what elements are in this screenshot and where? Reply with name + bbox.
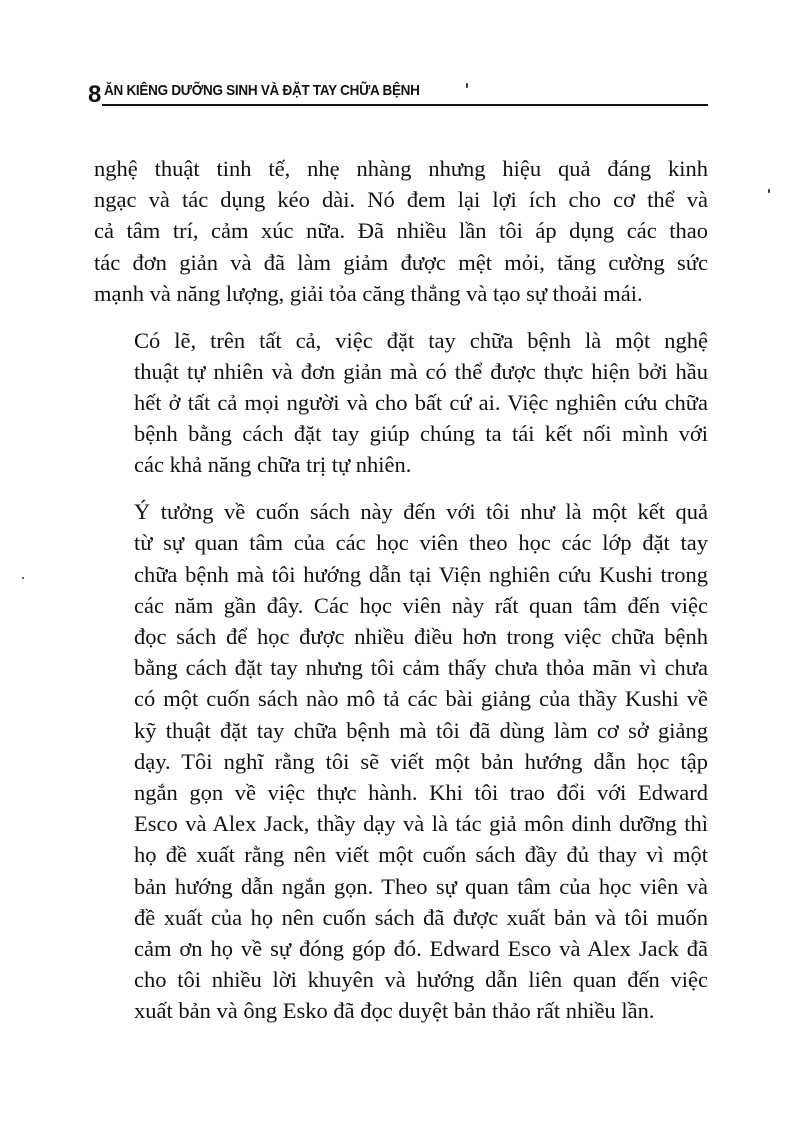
text-line: các năm gần đây. Các học viên này rất quan tâm đến việc [134, 592, 708, 618]
running-title: ĂN KIÊNG DƯỠNG SINH VÀ ĐẶT TAY CHỮA BỆNH [104, 82, 420, 99]
text-line: Ý tưởng về cuốn sách này đến với tôi như là một kết quả [134, 499, 708, 525]
text-line: tác đơn giản và đã làm giảm được mệt mỏi, tăng cường sức [94, 249, 708, 275]
text-line: ngạc và tác dụng kéo dài. Nó đem lại lợi ích cho cơ thể và [94, 187, 708, 213]
text-line: cho tôi nhiều lời khuyên và hướng dẫn liên quan đến việc [134, 967, 708, 993]
scan-speck [22, 577, 24, 579]
text-line: bệnh bằng cách đặt tay giúp chúng ta tái kết nối mình với [134, 421, 708, 447]
text-line: hết ở tất cả mọi người và cho bất cứ ai. Việc nghiên cứu chữa [134, 390, 708, 416]
paragraph-1 [94, 153, 708, 309]
page-header [88, 78, 708, 110]
text-line: Esco và Alex Jack, thầy dạy và là tác giả môn dinh dưỡng thì [134, 811, 708, 837]
paragraph-2 [94, 325, 708, 481]
text-line: đề xuất của họ nên cuốn sách đã được xuất bản và tôi muốn [134, 904, 708, 930]
header-rule [102, 104, 708, 106]
paragraph-3 [94, 496, 708, 1026]
text-line: ngắn gọn về việc thực hành. Khi tôi trao đổi với Edward [134, 780, 708, 806]
text-line: chữa bệnh mà tôi hướng dẫn tại Viện nghiên cứu Kushi trong [134, 561, 708, 587]
text-line: cả tâm trí, cảm xúc nữa. Đã nhiều lần tôi áp dụng các thao [94, 218, 708, 244]
text-line: nghệ thuật tinh tế, nhẹ nhàng nhưng hiệu quả đáng kinh [94, 156, 708, 181]
text-line: kỹ thuật đặt tay chữa bệnh mà tôi đã dùng làm cơ sở giảng [134, 717, 708, 743]
text-line: thuật tự nhiên và đơn giản mà có thể được thực hiện bởi hầu [134, 358, 708, 384]
text-line: từ sự quan tâm của các học viên theo học các lớp đặt tay [134, 530, 708, 556]
text-line: có một cuốn sách nào mô tả các bài giảng của thầy Kushi về [134, 686, 708, 712]
text-line: xuất bản và ông Esko đã đọc duyệt bản thảo rất nhiều lần. [134, 998, 655, 1024]
text-line: đọc sách để học được nhiều điều hơn trong việc chữa bệnh [134, 624, 708, 650]
text-line: họ đề xuất rằng nên viết một cuốn sách đầy đủ thay vì một [134, 842, 708, 868]
scan-speck [768, 189, 770, 193]
page-number: 8 [88, 81, 102, 108]
text-line: bằng cách đặt tay nhưng tôi cảm thấy chưa thỏa mãn vì chưa [134, 655, 708, 681]
text-line: dạy. Tôi nghĩ rằng tôi sẽ viết một bản hướng dẫn học tập [134, 748, 708, 774]
scan-speck [466, 83, 468, 88]
text-line: bản hướng dẫn ngắn gọn. Theo sự quan tâm của học viên và [134, 873, 708, 899]
text-line: cảm ơn họ về sự đóng góp đó. Edward Esco và Alex Jack đã [134, 936, 708, 962]
text-line: mạnh và năng lượng, giải tỏa căng thẳng và tạo sự thoải mái. [94, 280, 643, 306]
text-line: Có lẽ, trên tất cả, việc đặt tay chữa bệnh là một nghệ [134, 327, 708, 353]
body-text [94, 153, 708, 1042]
text-line: các khả năng chữa trị tự nhiên. [134, 452, 412, 478]
